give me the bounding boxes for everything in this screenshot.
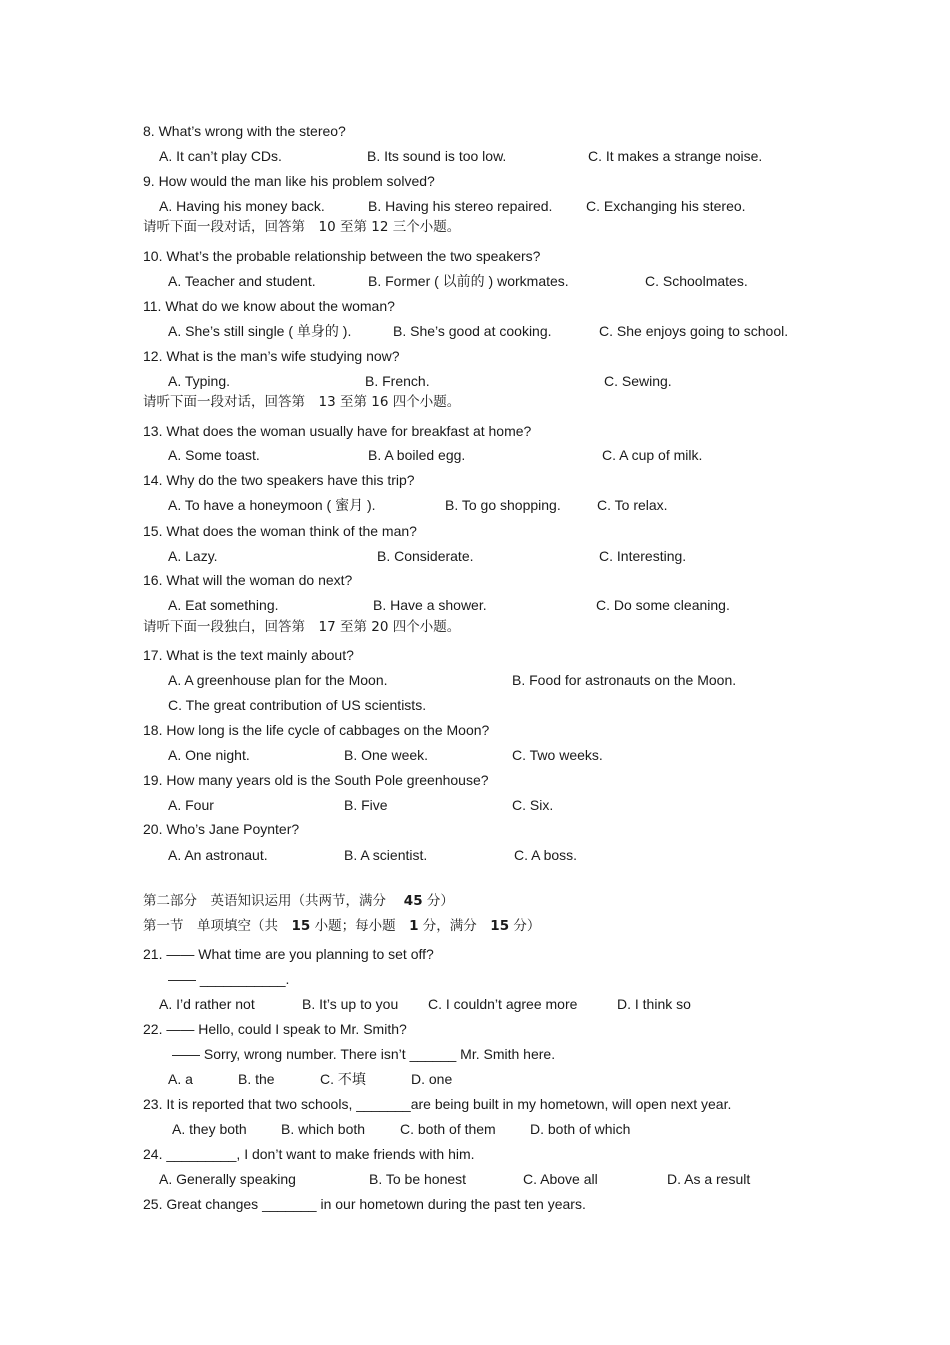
instruction-13-16: 请听下面一段对话，回答第 13 至第 16 四个小题。 [143,394,461,410]
instruction-17-20: 请听下面一段独白，回答第 17 至第 20 四个小题。 [143,619,461,635]
q20-option-c: C. A boss. [514,847,578,863]
question-21: 21. —— What time are you planning to set off? [143,946,434,962]
q18-option-c: C. Two weeks. [512,747,603,763]
q21-option-b: B. It’s up to you [302,996,399,1012]
q10-option-b: B. Former ( 以前的 ) workmates. [368,273,569,289]
q11-option-b: B. She’s good at cooking. [393,323,552,339]
question-12: 12. What is the man’s wife studying now? [143,348,400,364]
q12-option-c: C. Sewing. [604,373,672,389]
q9-option-c: C. Exchanging his stereo. [586,198,746,214]
q18-option-b: B. One week. [344,747,429,763]
instruction-10-12: 请听下面一段对话，回答第 10 至第 12 三个小题。 [143,219,461,235]
question-11: 11. What do we know about the woman? [143,298,395,314]
q21-option-d: D. I think so [617,996,691,1012]
q19-option-b: B. Five [344,797,388,813]
q11-option-c: C. She enjoys going to school. [599,323,789,339]
question-22: 22. —— Hello, could I speak to Mr. Smith? [143,1021,407,1037]
q21-reply: —— ___________. [168,971,290,987]
part-2-heading: 第二部分 英语知识运用（共两节，满分 45 分） [143,893,454,909]
q17-option-a: A. A greenhouse plan for the Moon. [168,672,388,688]
q13-option-c: C. A cup of milk. [602,447,703,463]
q20-option-a: A. An astronaut. [168,847,268,863]
question-9: 9. How would the man like his problem solved? [143,173,435,189]
question-10: 10. What’s the probable relationship between the two speakers? [143,248,541,264]
q17-option-b: B. Food for astronauts on the Moon. [512,672,737,688]
q22-option-b: B. the [238,1071,275,1087]
question-13: 13. What does the woman usually have for breakfast at home? [143,423,532,439]
q14-option-c: C. To relax. [597,497,668,513]
q21-option-a: A. I’d rather not [159,996,255,1012]
q15-option-a: A. Lazy. [168,548,218,564]
q17-option-c: C. The great contribution of US scientists. [168,697,427,713]
q10-option-a: A. Teacher and student. [168,273,316,289]
q8-option-b: B. Its sound is too low. [367,148,507,164]
question-15: 15. What does the woman think of the man? [143,523,417,539]
q15-option-c: C. Interesting. [599,548,687,564]
question-20: 20. Who’s Jane Poynter? [143,821,300,837]
question-19: 19. How many years old is the South Pole greenhouse? [143,772,489,788]
question-14: 14. Why do the two speakers have this trip? [143,472,415,488]
question-16: 16. What will the woman do next? [143,572,353,588]
q22-option-c: C. 不填 [320,1071,366,1087]
question-8: 8. What’s wrong with the stereo? [143,123,346,139]
question-18: 18. How long is the life cycle of cabbages on the Moon? [143,722,490,738]
question-24: 24. _________, I don’t want to make friends with him. [143,1146,475,1162]
q21-option-c: C. I couldn’t agree more [428,996,578,1012]
q12-option-a: A. Typing. [168,373,231,389]
q23-option-c: C. both of them [400,1121,496,1137]
q23-option-b: B. which both [281,1121,366,1137]
q14-option-a: A. To have a honeymoon ( 蜜月 ). [168,497,376,513]
q22-option-d: D. one [411,1071,453,1087]
question-25: 25. Great changes _______ in our hometown during the past ten years. [143,1196,586,1212]
q13-option-a: A. Some toast. [168,447,260,463]
q8-option-a: A. It can’t play CDs. [159,148,282,164]
q24-option-a: A. Generally speaking [159,1171,296,1187]
q8-option-c: C. It makes a strange noise. [588,148,763,164]
q19-option-a: A. Four [168,797,214,813]
question-17: 17. What is the text mainly about? [143,647,354,663]
q23-option-d: D. both of which [530,1121,631,1137]
q19-option-c: C. Six. [512,797,554,813]
q23-option-a: A. they both [172,1121,247,1137]
section-1-heading: 第一节 单项填空（共 15 小题；每小题 1 分，满分 15 分） [143,918,541,934]
q15-option-b: B. Considerate. [377,548,474,564]
question-23: 23. It is reported that two schools, _______are being built in my hometown, will open next year. [143,1096,732,1112]
q16-option-a: A. Eat something. [168,597,279,613]
q16-option-b: B. Have a shower. [373,597,487,613]
q24-option-b: B. To be honest [369,1171,467,1187]
q22-reply: —— Sorry, wrong number. There isn’t ______ Mr. Smith here. [172,1046,556,1062]
q9-option-b: B. Having his stereo repaired. [368,198,553,214]
q11-option-a: A. She’s still single ( 单身的 ). [168,323,352,339]
q12-option-b: B. French. [365,373,430,389]
q14-option-b: B. To go shopping. [445,497,561,513]
q10-option-c: C. Schoolmates. [645,273,748,289]
q18-option-a: A. One night. [168,747,250,763]
q13-option-b: B. A boiled egg. [368,447,466,463]
q24-option-d: D. As a result [667,1171,751,1187]
q16-option-c: C. Do some cleaning. [596,597,730,613]
q20-option-b: B. A scientist. [344,847,428,863]
q9-option-a: A. Having his money back. [159,198,325,214]
q24-option-c: C. Above all [523,1171,598,1187]
q22-option-a: A. a [168,1071,193,1087]
